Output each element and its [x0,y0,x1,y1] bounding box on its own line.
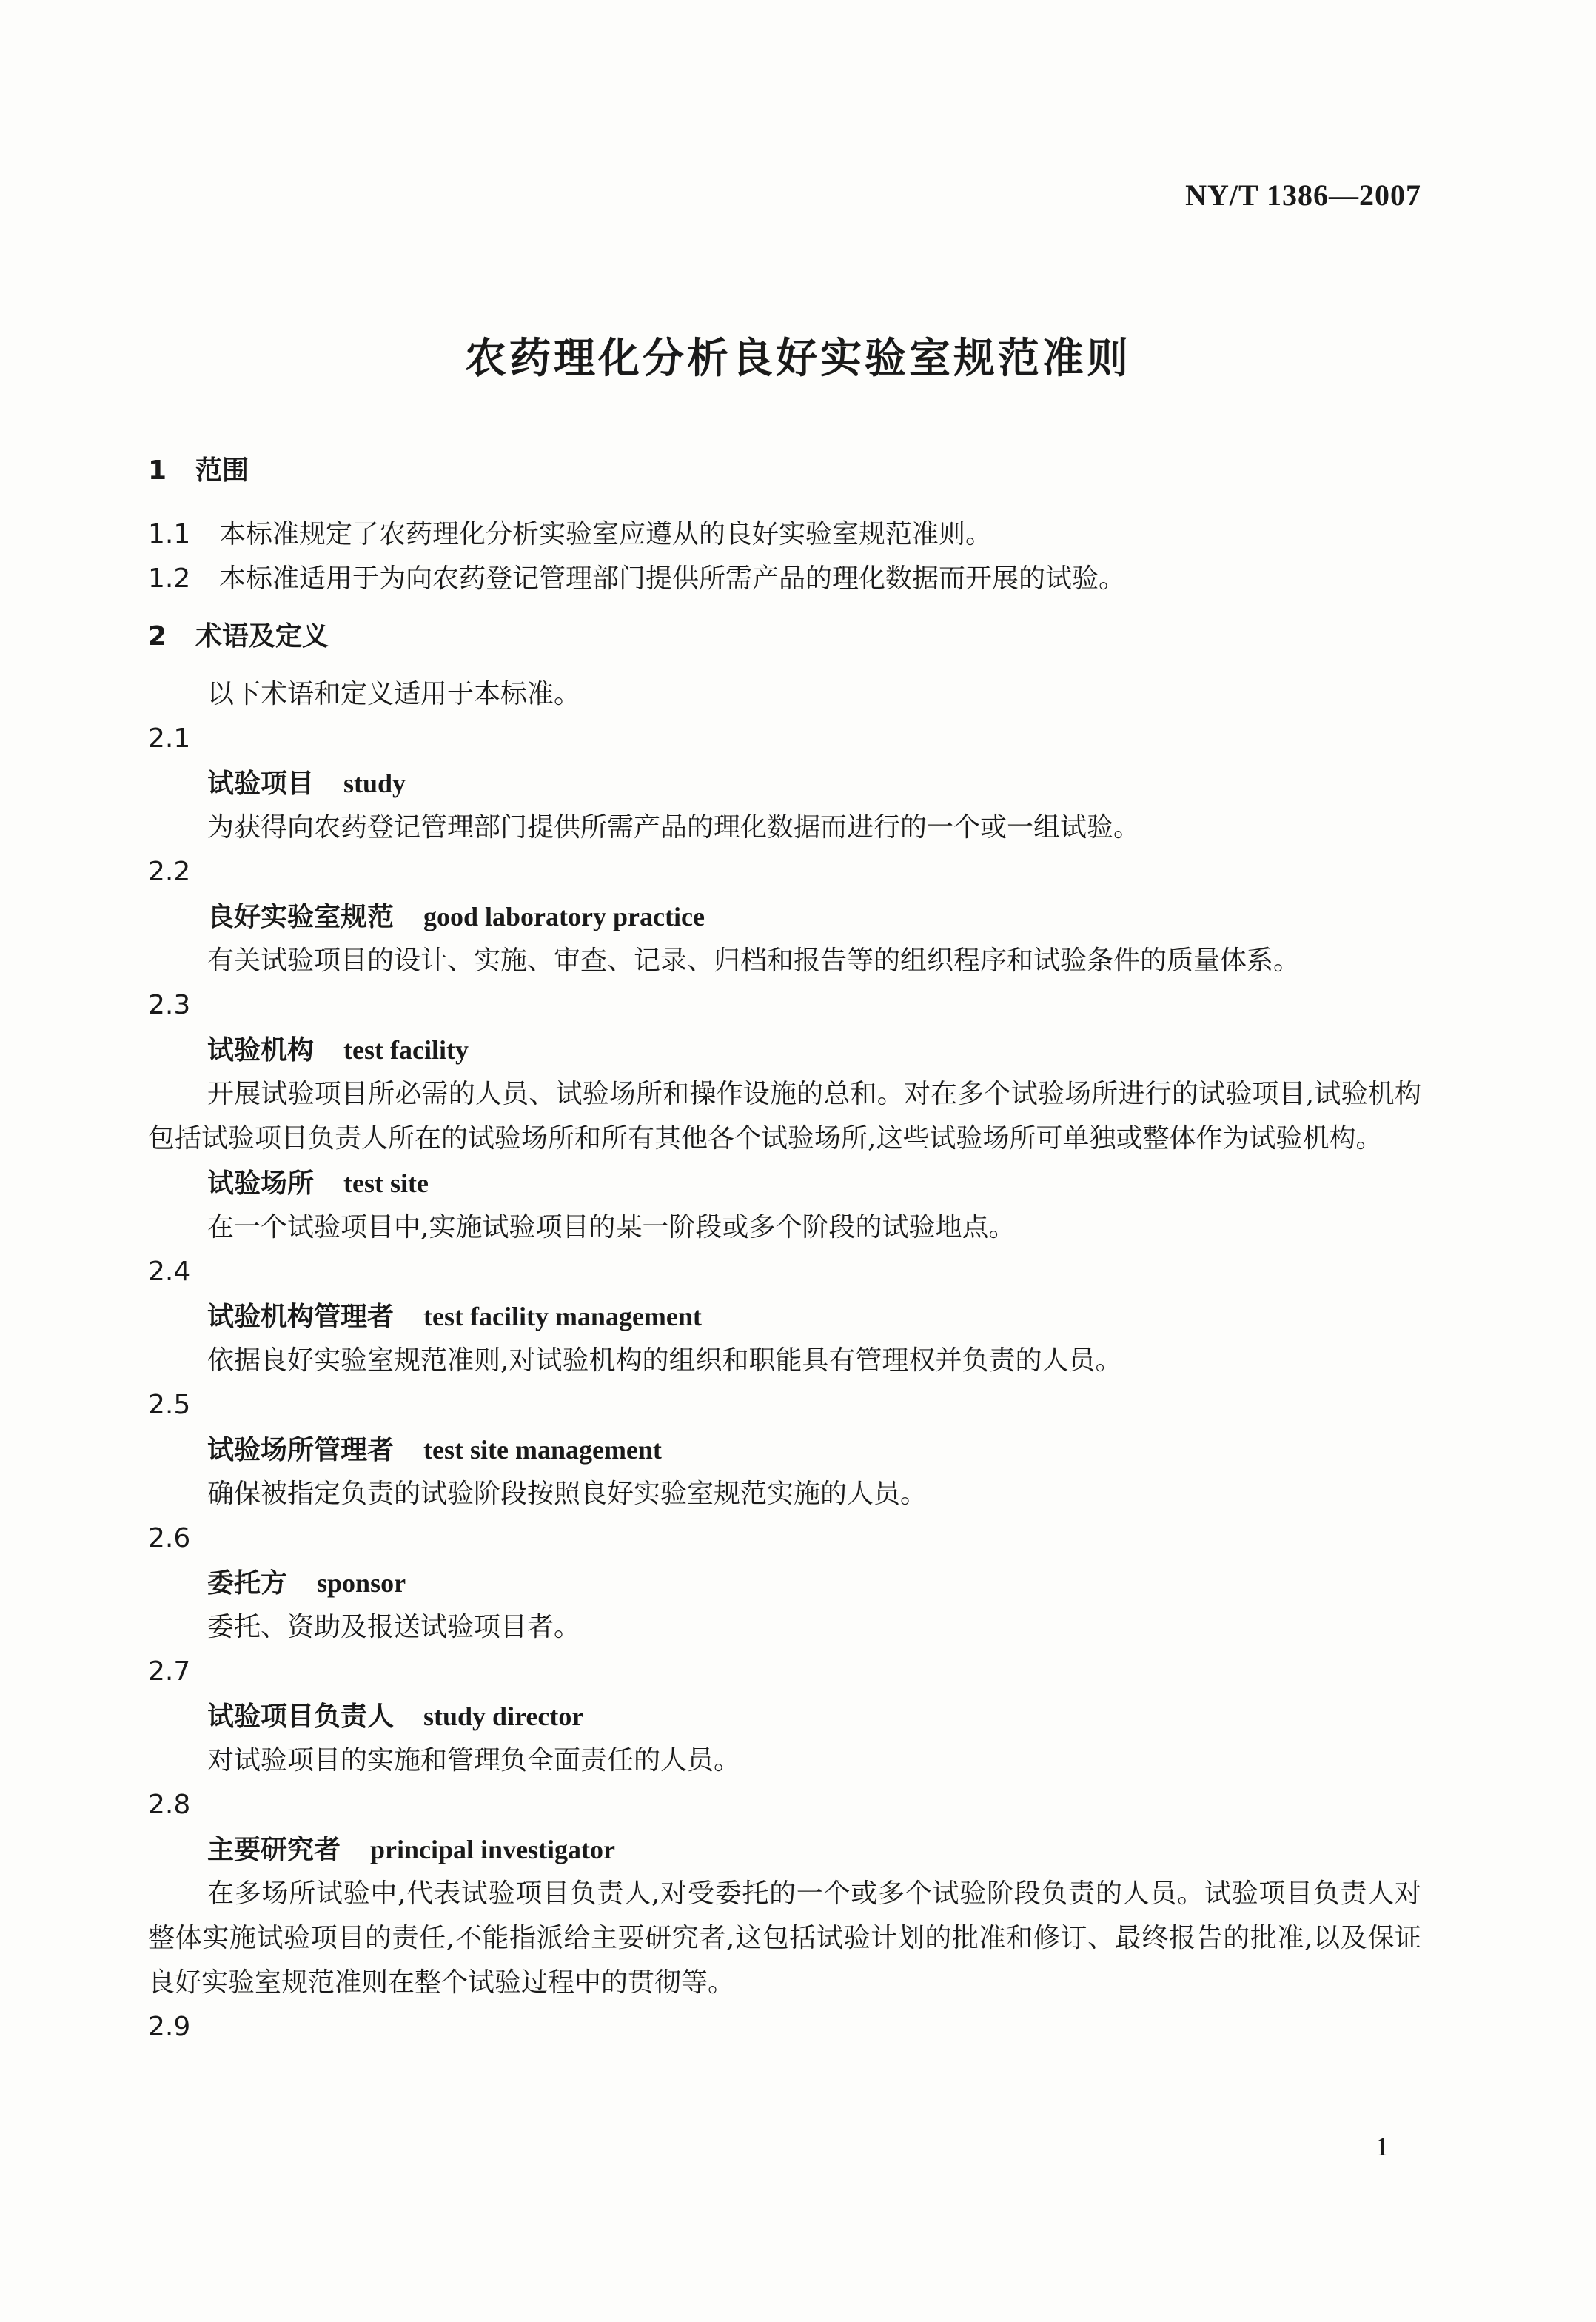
page-number: 1 [1375,2132,1389,2161]
clause-1-1 [148,512,1421,557]
term-en: study [343,769,406,798]
term-heading [148,761,1421,806]
term-heading [148,894,1421,939]
term-definition: 委托、资助及报送试验项目者。 [207,1612,581,1642]
term-number: 2.6 [148,1523,191,1553]
term-heading [148,1827,1421,1872]
term-zh: 试验场所 [207,1168,315,1199]
term-definition: 为获得向农药登记管理部门提供所需产品的理化数据而进行的一个或一组试验。 [207,812,1141,843]
term-zh: 试验机构管理者 [207,1301,395,1332]
term-number: 2.4 [148,1257,191,1287]
section-heading-terms [148,615,1421,659]
term-en: study director [423,1702,584,1731]
term-definition: 确保被指定负责的试验阶段按照良好实验室规范实施的人员。 [207,1479,928,1509]
term-number: 2.7 [148,1656,191,1687]
term-definition: 在一个试验项目中,实施试验项目的某一阶段或多个阶段的试验地点。 [207,1212,1016,1242]
term-heading [148,1028,1421,1072]
term-en: test facility management [423,1302,702,1331]
section-title: 术语及定义 [195,621,329,652]
term-zh: 委托方 [207,1567,288,1599]
term-en: principal investigator [370,1835,616,1864]
term-definition: 有关试验项目的设计、实施、审查、记录、归档和报告等的组织程序和试验条件的质量体系。 [207,946,1301,976]
term-number: 2.3 [148,990,191,1020]
section-number: 1 [148,455,167,486]
term-definition: 依据良好实验室规范准则,对试验机构的组织和职能具有管理权并负责的人员。 [207,1345,1122,1376]
term-en: test site management [423,1435,662,1465]
term-en: good laboratory practice [423,902,705,931]
clause-text: 本标准规定了农药理化分析实验室应遵从的良好实验室规范准则。 [219,519,993,549]
term-heading [148,1294,1421,1339]
terms-intro: 以下术语和定义适用于本标准。 [207,679,581,709]
term-number: 2.8 [148,1790,191,1820]
term-heading [148,1161,1421,1205]
section-number: 2 [148,621,167,652]
term-zh: 试验场所管理者 [207,1434,395,1465]
term-number: 2.5 [148,1390,191,1420]
term-zh: 试验项目 [207,768,315,799]
term-definition: 在多场所试验中,代表试验项目负责人,对受委托的一个或多个试验阶段负责的人员。试验项目负责人对整体实施试验项目的责任,不能指派给主要研究者,这包括试验计划的批准和修订、最终报告的批准,以及保证良好实验室规范准则在整个试验过程中的贯彻等。 [148,1878,1421,1998]
term-zh: 试验项目负责人 [207,1701,395,1732]
clause-text: 本标准适用于为向农药登记管理部门提供所需产品的理化数据而开展的试验。 [219,563,1126,594]
clause-number: 1.1 [148,519,191,549]
term-en: test facility [343,1035,469,1065]
term-heading [148,1561,1421,1605]
term-definition: 对试验项目的实施和管理负全面责任的人员。 [207,1745,741,1776]
section-heading-scope [148,449,1421,493]
term-number: 2.2 [148,857,191,887]
document-title: 农药理化分析良好实验室规范准则 [465,335,1131,383]
section-title: 范围 [195,455,249,486]
term-heading [148,1428,1421,1472]
term-number: 2.9 [148,2012,191,2042]
term-en: test site [343,1168,429,1198]
clause-1-2 [148,557,1421,601]
term-number: 2.1 [148,723,191,754]
clause-number: 1.2 [148,563,191,594]
term-heading [148,1694,1421,1739]
term-zh: 良好实验室规范 [207,901,395,932]
term-zh: 主要研究者 [207,1834,341,1865]
term-definition: 开展试验项目所必需的人员、试验场所和操作设施的总和。对在多个试验场所进行的试验项目,试验机构包括试验项目负责人所在的试验场所和所有其他各个试验场所,这些试验场所可单独或整体作为试验机构。 [148,1079,1421,1154]
standard-code: NY/T 1386—2007 [1185,178,1421,212]
term-en: sponsor [317,1568,406,1598]
document-body [148,449,1421,2050]
term-zh: 试验机构 [207,1034,315,1065]
